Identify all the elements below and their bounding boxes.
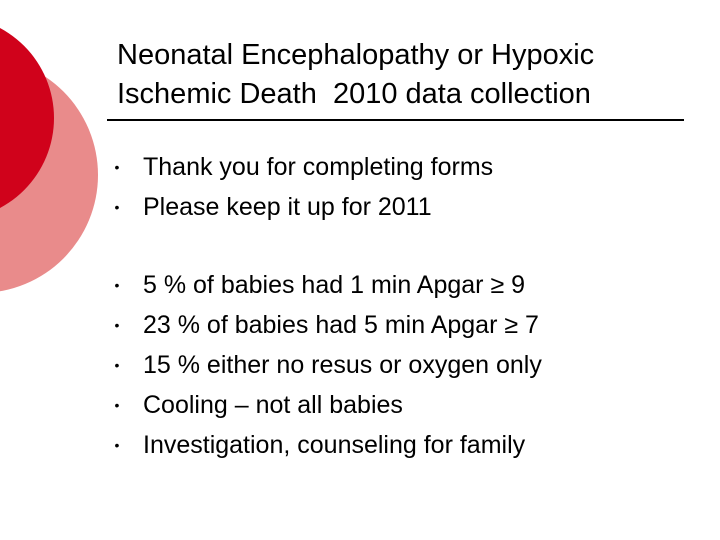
bullet-icon: • (114, 317, 120, 333)
title-divider (107, 119, 684, 121)
slide-title (117, 36, 677, 114)
list-item (110, 425, 700, 465)
bullet-icon: • (114, 357, 120, 373)
bullet-icon: • (114, 199, 120, 215)
list-item (110, 187, 700, 227)
bullet-icon: • (114, 397, 120, 413)
list-item-text: Cooling – not all babies (143, 391, 403, 419)
bullet-list-findings (110, 265, 700, 465)
list-item-text: 23 % of babies had 5 min Apgar ≥ 7 (143, 311, 539, 339)
title-line-1: Neonatal Encephalopathy or Hypoxic (117, 39, 595, 71)
list-item (110, 385, 700, 425)
list-item (110, 305, 700, 345)
list-item-text: 15 % either no resus or oxygen only (143, 351, 542, 379)
bullet-icon: • (114, 437, 120, 453)
title-line-2: Ischemic Death 2010 data collection (117, 78, 591, 110)
list-item-text: Please keep it up for 2011 (143, 193, 432, 221)
list-item-text: 5 % of babies had 1 min Apgar ≥ 9 (143, 271, 526, 299)
list-item (110, 147, 700, 187)
list-item-text: Thank you for completing forms (143, 153, 494, 181)
list-item (110, 265, 700, 305)
list-item-text: Investigation, counseling for family (143, 431, 526, 459)
bullet-icon: • (114, 277, 120, 293)
bullet-icon: • (114, 159, 120, 175)
list-item (110, 345, 700, 385)
bullet-list-thanks (110, 147, 700, 227)
